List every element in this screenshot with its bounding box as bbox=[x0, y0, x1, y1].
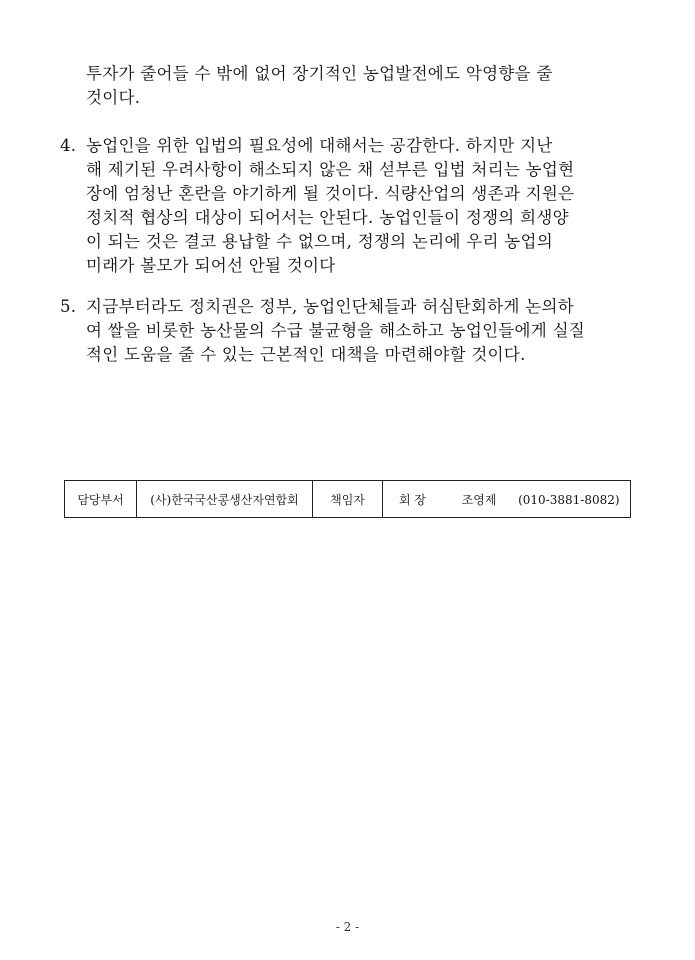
person-name: 조영제 bbox=[461, 492, 497, 507]
text-line: 적인 도움을 줄 수 있는 근본적인 대책을 마련해야할 것이다. bbox=[86, 345, 526, 364]
responsible-person-info bbox=[383, 481, 631, 518]
phone-number: (010-3881-8082) bbox=[518, 492, 620, 507]
text-line: 농업인을 위한 입법의 필요성에 대해서는 공감한다. 하지만 지난 bbox=[86, 136, 553, 155]
text-line: 투자가 줄어들 수 밖에 없어 장기적인 농업발전에도 악영향을 줄 bbox=[86, 64, 553, 83]
text-line: 해 제기된 우려사항이 해소되지 않은 채 섣부른 입법 처리는 농업현 bbox=[86, 160, 575, 179]
paragraph-number: 4. bbox=[60, 136, 77, 155]
page-number: - 2 - bbox=[335, 920, 360, 934]
contact-table bbox=[64, 480, 631, 518]
paragraph-4 bbox=[60, 134, 640, 278]
paragraph-continued bbox=[60, 62, 640, 110]
paragraph-number: 5. bbox=[60, 297, 77, 316]
department-value: (사)한국국산콩생산자연합회 bbox=[137, 481, 313, 518]
person-title: 회 장 bbox=[399, 492, 426, 507]
text-line: 것이다. bbox=[86, 88, 141, 107]
text-line: 이 되는 것은 결코 용납할 수 없으며, 정쟁의 논리에 우리 농업의 bbox=[86, 232, 553, 251]
text-line: 장에 엄청난 혼란을 야기하게 될 것이다. 식량산업의 생존과 지원은 bbox=[86, 184, 575, 203]
department-label: 담당부서 bbox=[65, 481, 137, 518]
text-line: 미래가 볼모가 되어선 안될 것이다 bbox=[86, 256, 336, 275]
text-line: 지금부터라도 정치권은 정부, 농업인단체들과 허심탄회하게 논의하 bbox=[86, 297, 574, 316]
text-line: 여 쌀을 비롯한 농산물의 수급 불균형을 해소하고 농업인들에게 실질 bbox=[86, 321, 586, 340]
paragraph-5 bbox=[60, 295, 640, 367]
text-line: 정치적 협상의 대상이 되어서는 안된다. 농업인들이 정쟁의 희생양 bbox=[86, 208, 569, 227]
responsible-person-label: 책임자 bbox=[313, 481, 383, 518]
